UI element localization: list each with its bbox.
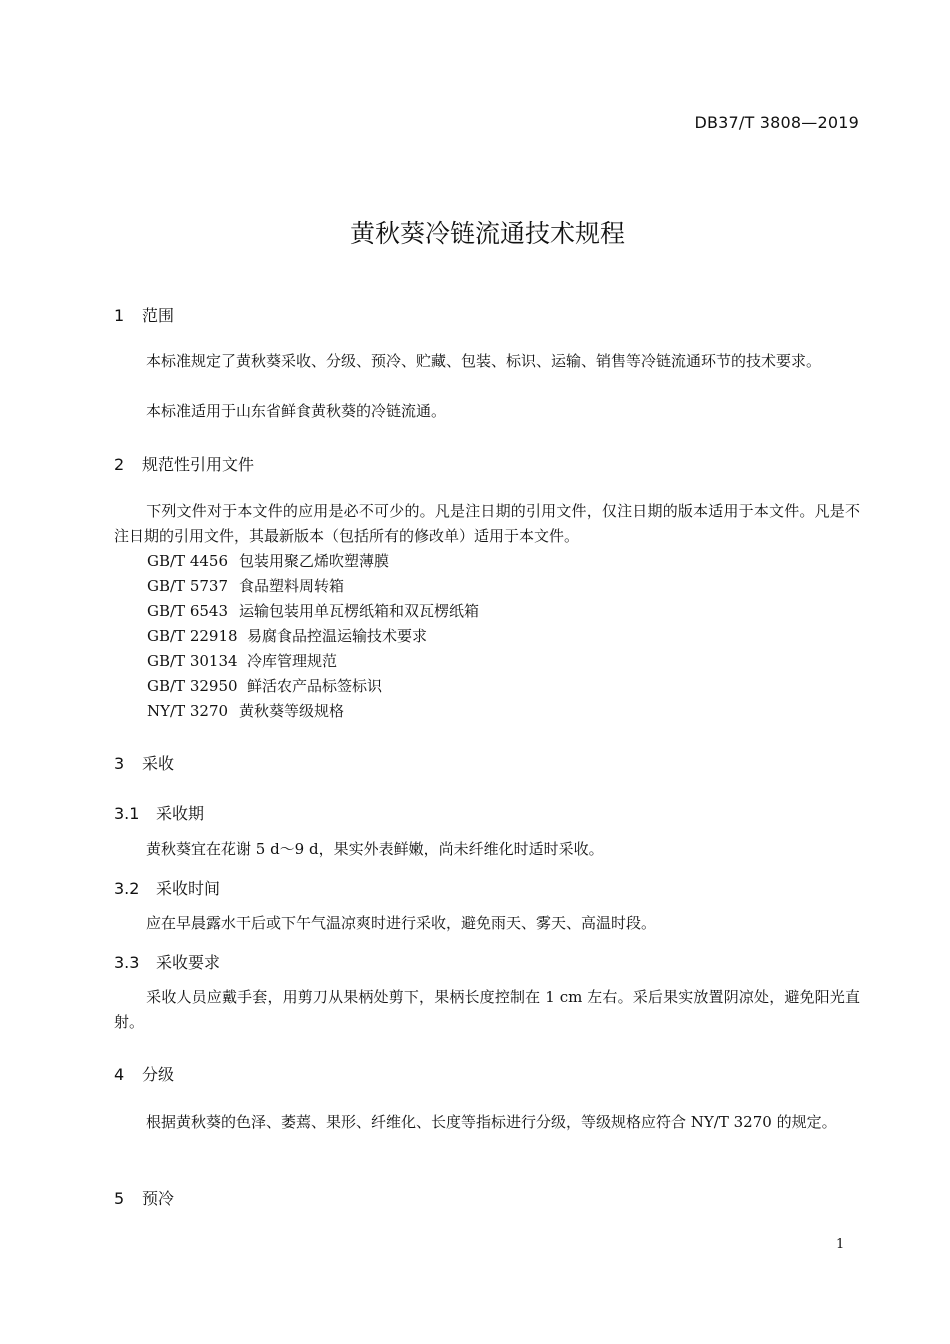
section-title: 范围 — [142, 306, 175, 325]
paragraph: 应在早晨露水干后或下午气温凉爽时进行采收，避免雨天、雾天、高温时段。 — [146, 914, 657, 932]
subsection-title: 采收要求 — [156, 953, 221, 972]
section-number: 2 — [114, 455, 125, 474]
paragraph: 采收人员应戴手套，用剪刀从果柄处剪下，果柄长度控制在 1 cm 左右。采后果实放置阴凉处，避免阳光直射。 — [114, 988, 860, 1031]
section-number: 3 — [114, 754, 125, 773]
reference-code: GB/T 6543 — [147, 602, 229, 620]
paragraph: 下列文件对于本文件的应用是必不可少的。凡是注日期的引用文件，仅注日期的版本适用于本文件。凡是不注日期的引用文件，其最新版本（包括所有的修改单）适用于本文件。 — [114, 502, 860, 545]
section-title: 预冷 — [142, 1189, 175, 1208]
reference-item — [147, 650, 337, 671]
paragraph: 本标准规定了黄秋葵采收、分级、预冷、贮藏、包装、标识、运输、销售等冷链流通环节的技术要求。 — [146, 352, 822, 370]
reference-title: 运输包装用单瓦楞纸箱和双瓦楞纸箱 — [239, 602, 480, 620]
subsection-heading-3-3 — [114, 950, 220, 973]
reference-code: GB/T 32950 — [147, 677, 238, 695]
reference-title: 鲜活农产品标签标识 — [247, 677, 383, 695]
reference-code: GB/T 22918 — [147, 627, 238, 645]
document-title: 黄秋葵冷链流通技术规程 — [349, 219, 625, 248]
reference-code: NY/T 3270 — [147, 702, 229, 720]
section-number: 4 — [114, 1065, 125, 1084]
section-title: 分级 — [142, 1065, 175, 1084]
section-heading-3 — [114, 751, 174, 774]
section-title: 规范性引用文件 — [142, 455, 255, 474]
section-heading-5 — [114, 1186, 174, 1209]
reference-title: 黄秋葵等级规格 — [239, 702, 345, 720]
subsection-heading-3-2 — [114, 876, 220, 899]
section-heading-2 — [114, 452, 254, 475]
reference-code: GB/T 5737 — [147, 577, 229, 595]
reference-item — [147, 600, 479, 621]
paragraph: 根据黄秋葵的色泽、萎蔫、果形、纤维化、长度等指标进行分级，等级规格应符合 NY/T 3270 的规定。 — [146, 1113, 837, 1131]
section-heading-1 — [114, 303, 174, 326]
section-heading-4 — [114, 1062, 174, 1085]
section-number: 1 — [114, 306, 125, 325]
paragraph: 黄秋葵宜在花谢 5 d～9 d，果实外表鲜嫩，尚未纤维化时适时采收。 — [146, 840, 604, 858]
section-number: 5 — [114, 1189, 125, 1208]
reference-title: 包装用聚乙烯吹塑薄膜 — [239, 552, 390, 570]
reference-title: 食品塑料周转箱 — [239, 577, 345, 595]
subsection-number: 3.3 — [114, 953, 140, 972]
reference-title: 冷库管理规范 — [247, 652, 338, 670]
subsection-number: 3.2 — [114, 879, 140, 898]
reference-item — [147, 700, 344, 721]
section-title: 采收 — [142, 754, 175, 773]
reference-code: GB/T 30134 — [147, 652, 238, 670]
standard-code: DB37/T 3808—2019 — [694, 113, 859, 132]
reference-item — [147, 550, 389, 571]
subsection-title: 采收期 — [156, 804, 205, 823]
reference-title: 易腐食品控温运输技术要求 — [247, 627, 428, 645]
paragraph: 本标准适用于山东省鲜食黄秋葵的冷链流通。 — [146, 402, 447, 420]
reference-item — [147, 675, 382, 696]
subsection-number: 3.1 — [114, 804, 140, 823]
subsection-heading-3-1 — [114, 801, 204, 824]
reference-item — [147, 575, 344, 596]
reference-item — [147, 625, 427, 646]
reference-code: GB/T 4456 — [147, 552, 229, 570]
subsection-title: 采收时间 — [156, 879, 221, 898]
page-number: 1 — [836, 1237, 845, 1252]
